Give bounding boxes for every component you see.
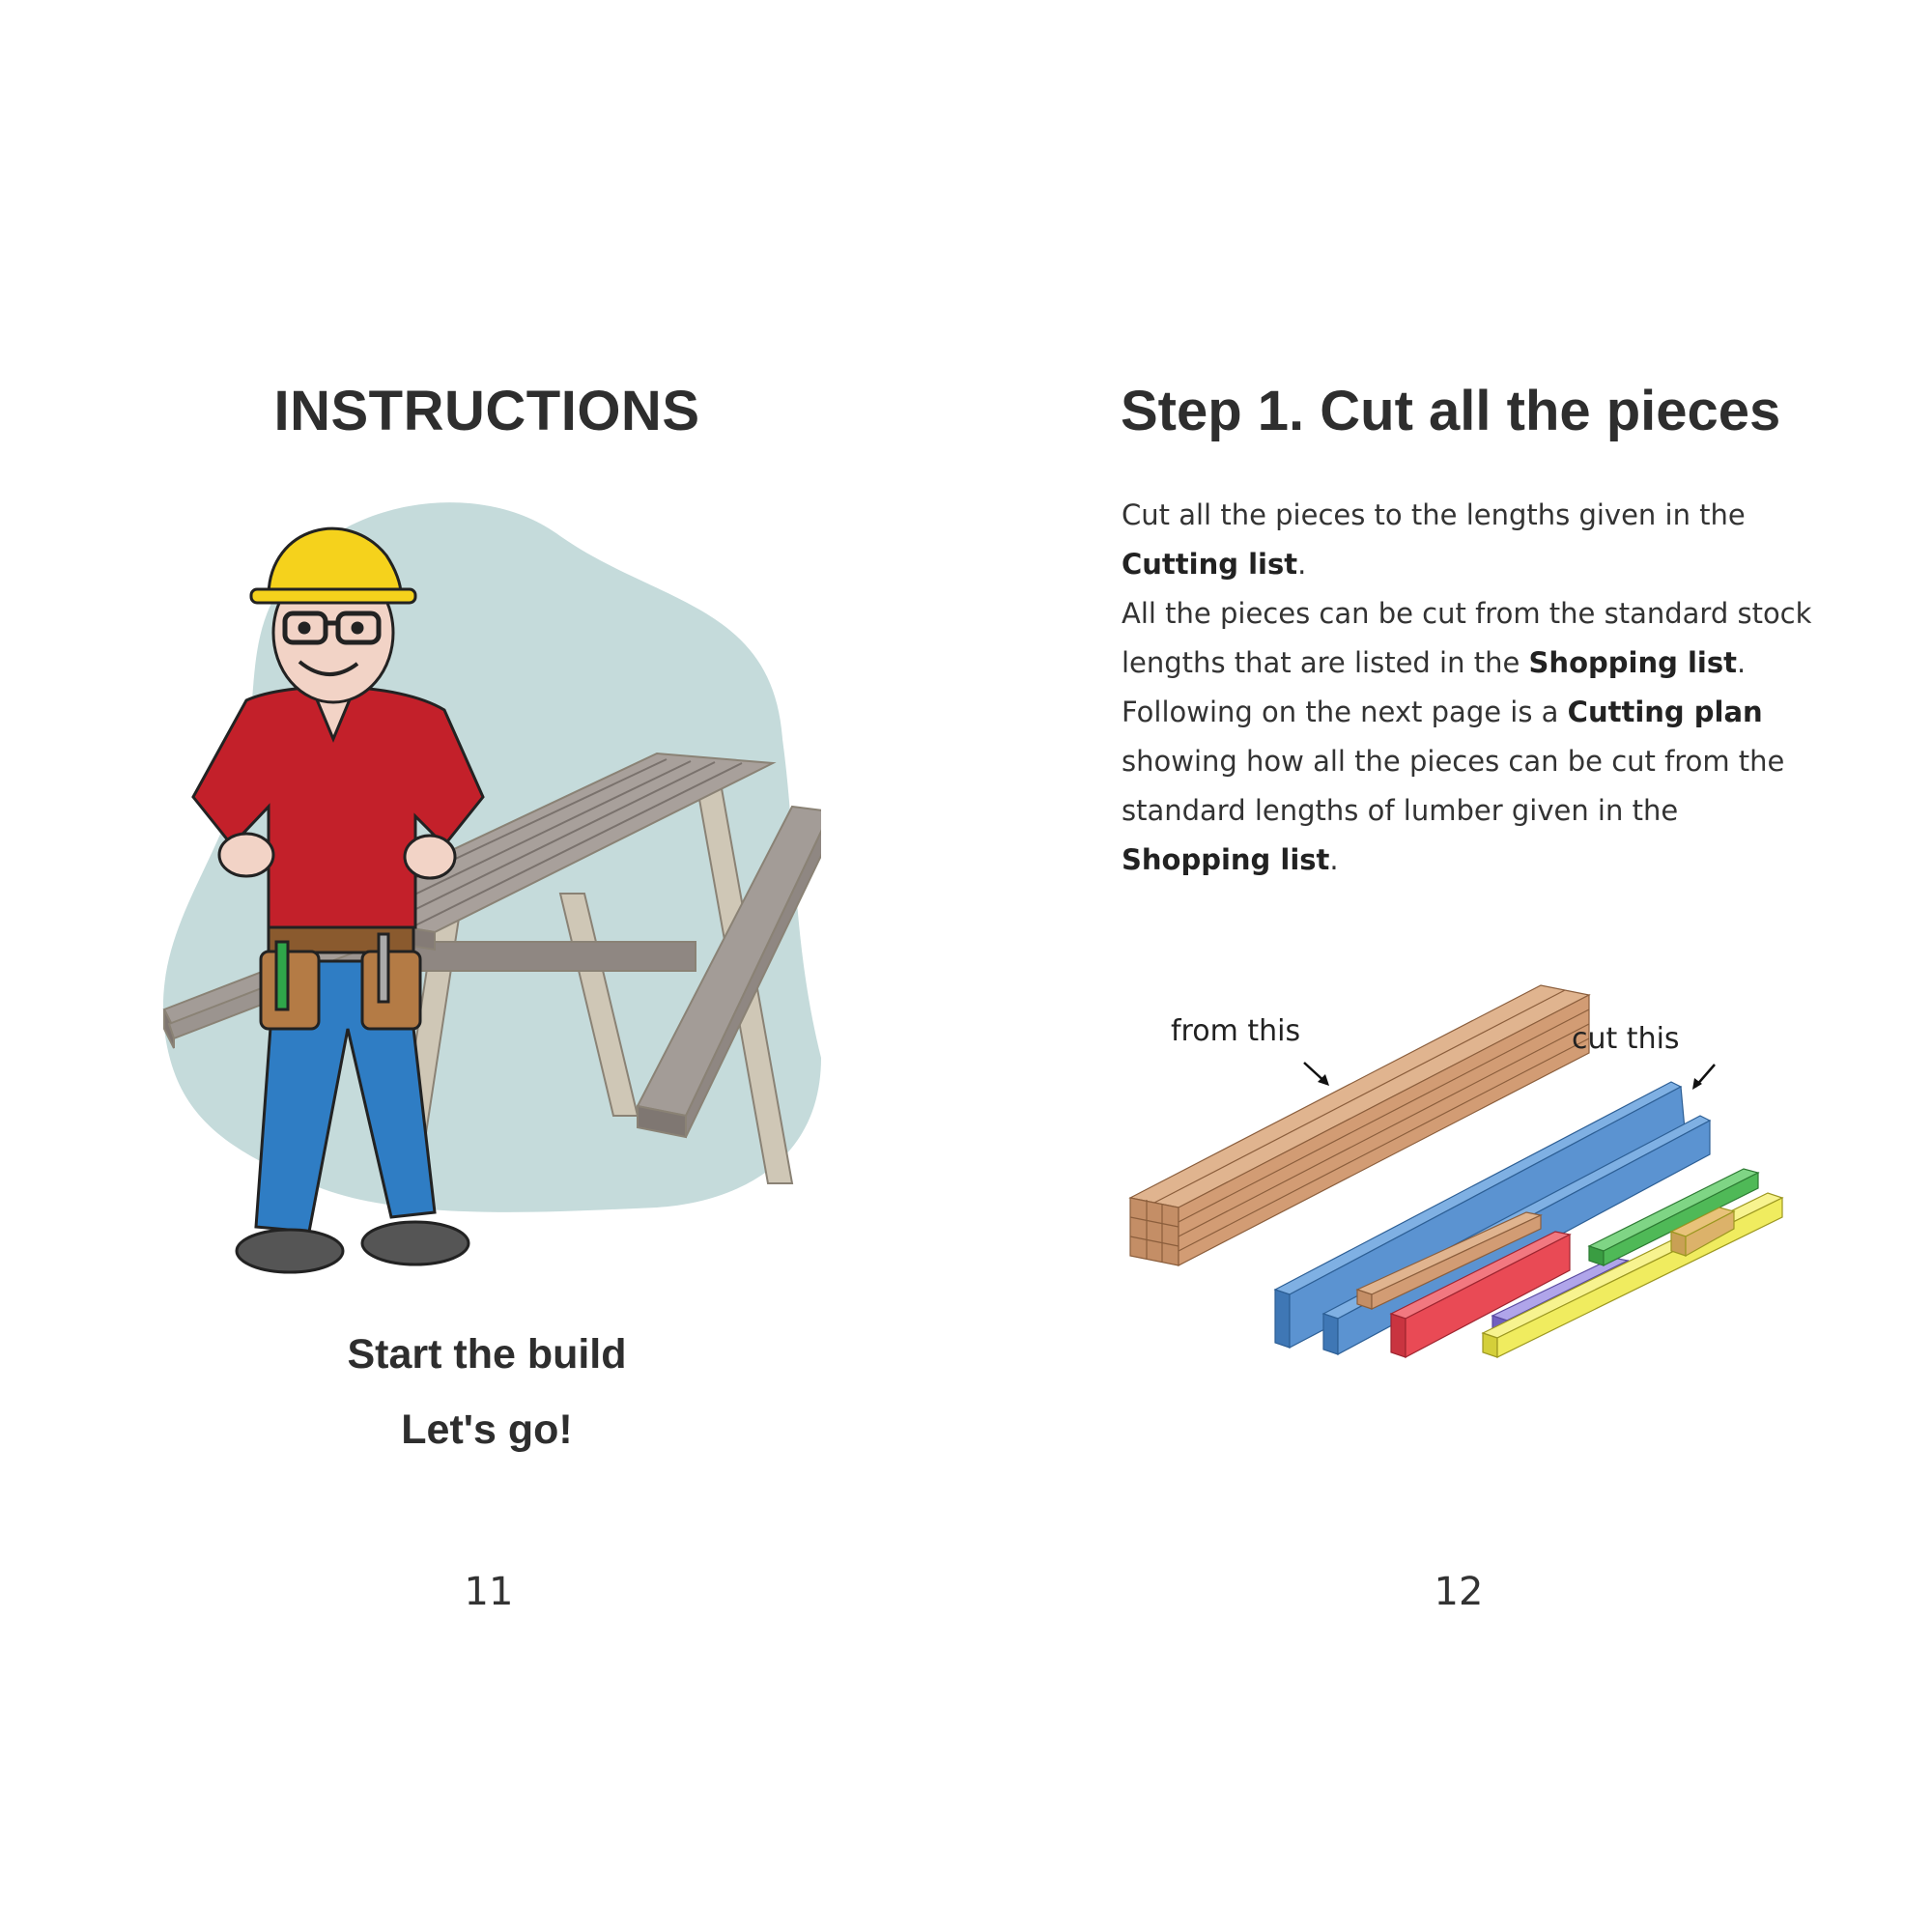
page-number-right: 12 bbox=[1434, 1570, 1484, 1614]
start-the-build-text: Start the build bbox=[347, 1331, 627, 1378]
shopping-list-text-2: Shopping list bbox=[1122, 843, 1330, 876]
right-page bbox=[966, 0, 1932, 1932]
cutting-list-link-text: Cutting list bbox=[1122, 548, 1298, 581]
paragraph-cutting-list: Cut all the pieces to the lengths given in the Cutting list. bbox=[1122, 498, 1746, 581]
lets-go-text: Let's go! bbox=[401, 1406, 573, 1453]
builder-illustration bbox=[155, 488, 821, 1275]
step-1-body bbox=[1122, 491, 1817, 885]
lumber-figure bbox=[1101, 976, 1797, 1381]
paragraph-cutting-plan: Following on the next page is a Cutting plan showing how all the pieces can be cut from the standard lengths of lumber given in the Shopping list. bbox=[1122, 696, 1785, 876]
paragraph-shopping-list: All the pieces can be cut from the standard stock lengths that are listed in the Shopping list. bbox=[1122, 597, 1812, 679]
instructions-title: INSTRUCTIONS bbox=[273, 380, 700, 442]
step-1-title: Step 1. Cut all the pieces bbox=[1121, 380, 1781, 442]
cut-this-label: cut this bbox=[1572, 1022, 1680, 1056]
builder-with-picnic-table-icon bbox=[155, 488, 821, 1275]
shopping-list-text: Shopping list bbox=[1528, 646, 1737, 679]
cutting-plan-text: Cutting plan bbox=[1567, 696, 1763, 728]
from-this-label: from this bbox=[1171, 1014, 1301, 1048]
page-number-left: 11 bbox=[464, 1570, 514, 1614]
